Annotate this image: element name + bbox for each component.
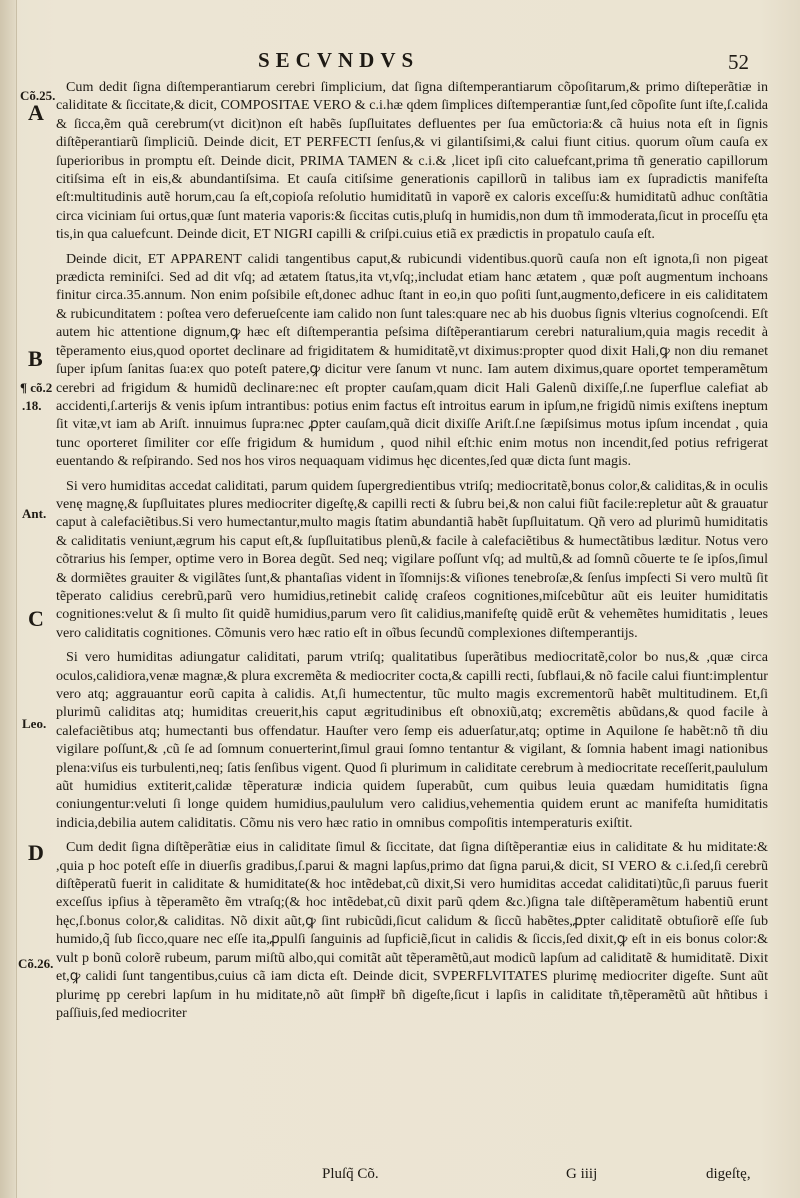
section-letter-a: A xyxy=(28,100,44,125)
facing-page-gutter xyxy=(0,0,17,1198)
folio-number: 52 xyxy=(728,50,749,74)
section-letter-b: B xyxy=(28,346,43,371)
margin-note-leo: Leo. xyxy=(22,716,47,731)
page-footer xyxy=(0,1166,800,1190)
section-letter-d: D xyxy=(28,840,44,865)
page-header xyxy=(0,44,800,74)
main-text-column xyxy=(56,78,768,1022)
paragraph-commentary-co26: Cum dedit ſigna diſtẽperãtiæ eius in caliditate ſimul & ſiccitate, dat ſigna diſtẽperantiæ eius in caliditate & hu miditate:& ,quia p hoc poteſt eſſe in diuerſis gradibus,ſ.parui & magni lapſus,primo dat ſigna parui,& dicit, SI VERO & c.i.ſed,ſi cerebrũ diſtẽperatũ fuerit in caliditate & humiditate(& hoc intẽdebat,cũ dixit,Si vero humiditas accedat caliditati)tũc,ſi paruus fuerit exceſſus ipſius à tẽperamẽto ẽm vtraſq;(& hoc intẽdebat,cũ dixit parũ qdem &c.)ſigna tale diſtẽperamẽtum habentiũ erunt hęc,ſ.bonus color,& caliditas. Nõ dixit aũt,ꝙ ſint rubicũdi,ſicut calidum & ſiccũ habẽtes,ꝓpter caliditatẽ obtuſiorẽ eſſe ſub humido,q̃ ſub ſicco,quare nec eſſe ita,ꝓpulſi ſanguinis ad ſupficiẽ,ſicut in calidis & ſiccis,ſed dixit,ꝙ eſt in eis bonus color:& vult p bonũ colorẽ rubeum, parum miſtũ albo,qui comitãt aũt tẽperamẽtũ,aut modicũ lapſum ad caliditatẽ & humiditatẽ. Dixit et,ꝙ calidi ſunt tangentibus,cuius cã iam dicta eſt. Deinde dicit, SVPERFLVITATES plurimę mediocriter digeſte. Sunt aũt plurimę pp cerebri lapſum in hu miditate,nõ aũt ſimpł̃r bñ digeſte,ſicut i lapſis in caliditate tñ,tẽperamẽtũ aũt hñtibus i paſſiuis,ſed mediocriter xyxy=(56,839,768,1021)
catchword-left: Pluſq̃ Cõ. xyxy=(322,1166,379,1182)
section-letter-c: C xyxy=(28,606,44,631)
signature-mark: G iiij xyxy=(566,1166,598,1182)
margin-note-co26: Cõ.26. xyxy=(18,956,54,971)
margin-note-18: .18. xyxy=(22,398,42,413)
margin-note-co25: Cõ.25. xyxy=(20,88,56,103)
running-head: SECVNDVS xyxy=(258,48,420,72)
paragraph-commentary-co25: Cum dedit ſigna diſtemperantiarum cerebri ſimplicium, dat ſigna diſtemperantiarum cõpoſitarum,& primo diſteperãtiæ in caliditate & ſiccitate,& dicit, COMPOSITAE VERO & c.i.hæ qdem ſimplices diſtemperantiæ ſunt,ſed cõpoſite ſunt iſte,ſ.calida & ſicca,ẽm quã cerebrum(vt dicit)non eſt habẽs ſupſluitates defluentes per ſua emũctoria:& cã huius nota eſt in ſignis diſtẽperantiarũ ſimpliciũ. Deinde dicit, ET PERFECTI ſenſus,& vi gilantiſsimi,& calui fiunt citius. quorum oĩum cauſa ex ſuperioribus in promptu eſt. Deinde dicit, PRIMA TAMEN & c.i.& ,licet ipſi cito caluefcant,prima tñ generatio capillorum citiſsima eſt in eis,& abundantiſsima. Et cauſa citiſsime generationis capillorũ in talibus iam ex ſupradictis manifeſta eſt:multitudinis autẽ horum,cau ſa eſt,copioſa reſolutio humiditatũ in vaporẽ ex caloris exceſſu:& humiditatũ adhuc conſtãtia circa viciniam ſui ortus,quæ ſunt materia vaporis:& ſiccitas cutis,pluſq in humidis,non dum tñ immoderata,ſicut in proceſſu ęta tis,in qua caluefcunt. Deinde dicit, ET NIGRI capilli & criſpi.cuius etiã ex prædictis in propatulo cauſa eſt. xyxy=(56,79,768,243)
paragraph-commentary-apparent: Deinde dicit, ET APPARENT calidi tangentibus caput,& rubicundi videntibus.quorũ cauſa non eſt ignota,ſi non pigeat prædicta reminiſci. Sed ad dit vſq; ad ætatem ſtatus,ita vt,vſq;,includat etiam hanc ætatem , quæ poſt augmentum inchoans finitur circa.35.annum. Non enim poſsibile eſt,donec adhuc ſtant in eo,in quo poſiti ſunt,augmento,deficere in eis caliditatem & rubicunditatem : poſtea vero deferueſcente iam calido non ſunt tales:quare nec ab his duobus ſignis vlterius cognoſcendi. Eſt autem hic attentione dignum,ꝙ hæc eſt diſtemperantia peſsima diſtẽperantiarum cerebri naturalium,quia magis recedit à tẽperamento eius,quod oportet declinare ad frigiditatem & humiditatẽ,vt diximus:propter quod dixit Hali,ꝙ non diu remanet ſuper ipſum ſanitas ſua:ex quo poteſt patere,ꝙ dicitur vere ſanum vt nunc. Iam autem diximus,quare oportet temperamẽtum cerebri ad frigidum & humidũ declinare:nec eſt propter cauſam,quam dicit Hali Galenũ dixiſſe,ſ.ne ſuperflue calefiat ab accidenti,ſ.arterijs & venis ipſum intrantibus: potius enim factus eſt introitus earum in ipſum,ne frigidũ nimis exiſtens ineptum ſit vitæ,vt iam ab Ariſt. innuimus ſupra:nec ꝓpter cauſam,quã dicit dixiſſe Ariſt.ſ.ne ſæpiſsimus motus ipſum incendat , quia tunc oporteret ſimiliter cor eſſe frigidum & humidum , quod nihil eſt:hic enim motus non incendit,ſed potius refrigerat euentando & reſpirando. Sed nos hos viros nequaquam vidimus hęc dicentes,ſed quæ dicta ſunt magis. xyxy=(56,250,768,470)
margin-note-co2: ¶ cõ.2 xyxy=(20,380,53,395)
margin-note-ant: Ant. xyxy=(22,506,47,521)
paragraph-text-ant: Si vero humiditas accedat caliditati, parum quidem ſupergredientibus vtriſq; mediocritatẽ,bonus color,& caliditas,& in oculis venę magnę,& ſupſluitates plures mediocriter digeſtę,& capilli recti & ſubru bei,& non calui fiũt facile:repletur aũt & grauatur caput à calefaciẽtibus.Si vero humectantur,multo magis ſtatim abundantiã habẽt ſupſluitatum. Qñ vero ad plurimũ humiditatis & caliditatis veniunt,ægrum his caput eſt,& ſupſluitatibus plenũ,& facile à calefaciẽtibus & humectãtibus læditur. Notus vero cõtrarius his ſemper, optime vero in Borea degũt. Sed neq; vigilare poſſunt vſq; ad multũ,& ad ſomnũ cõuerte te ſe ipſos,ſimul & dormiẽtes grauiter & vigilãtes ſunt,& phantaſias vident in ĩſomnijs:& viſiones tenebroſæ,& ſenſus impſecti Si vero multũ ſit tẽperato calidius cerebrũ,parũ vero humidius,retinebit calidę craſeos cognitiones,miſcebũtur aũt eis leuiter humiditatis cognitiones:velut & ſi multo ſit quidẽ humidius,parum vero ſit calidius,manifeſtę quidẽ erũt & vehemẽtes humiditatis , leues vero caliditatis cognitiones. Cõmunis vero hæc ratio eſt in oĩbus ſecundũ complexiones diſtemperantijs. xyxy=(56,477,768,641)
paragraph-text-leo: Si vero humiditas adiungatur caliditati, parum vtriſq; qualitatibus ſuperãtibus mediocritatẽ,color bo nus,& ,quæ circa oculos,calidiora,venæ magnæ,& plura excremẽta & mediocriter cocta,& capilli recti, ſubflaui,& nõ facile calui fiunt:implentur vero atq; aggrauantur eorũ capita à calidis. At,ſi humectentur, tũc multo magis excrementorũ habẽt multitudinem. Et,ſi plurimũ caliditas atq; humiditas creuerit,his caput ægritudinibus eſt obnoxiũ,atq; excremẽtis abũdans,& quod facile à calefaciẽtibus atq; humectanti bus offendatur. Hauſter vero ſemp eis aduerſatur,atq; optime in Aquilone ſe habẽt:nõ tñ diu vigilare poſſunt,& ,cũ ſe ad ſomnum conuerterint,ſimul graui ſomno tentantur & vigilant, & ſomnia habent imagi nationibus plena:viſus eis turbulenti,neq; ſatis ſenſibus vigent. Quod ſi plurimum in caliditate cerebrum à mediocritate receſſerit,paululum aũt humidius extiterit,calidæ tẽperaturæ indicia quidem ſuperabũt, cum quibus leuia quædam humiditatis ſigna coniungentur:veluti ſi longe quidem humidius,paululum vero calidius,vehementia quidem erunt ac manifeſta humiditatis indicia,debilia autem caliditatis. Cõmu nis vero hæc ratio in omnibus compoſitis intemperaturis exiſtit. xyxy=(56,649,768,831)
catchword-right: digeſtę, xyxy=(706,1166,751,1182)
